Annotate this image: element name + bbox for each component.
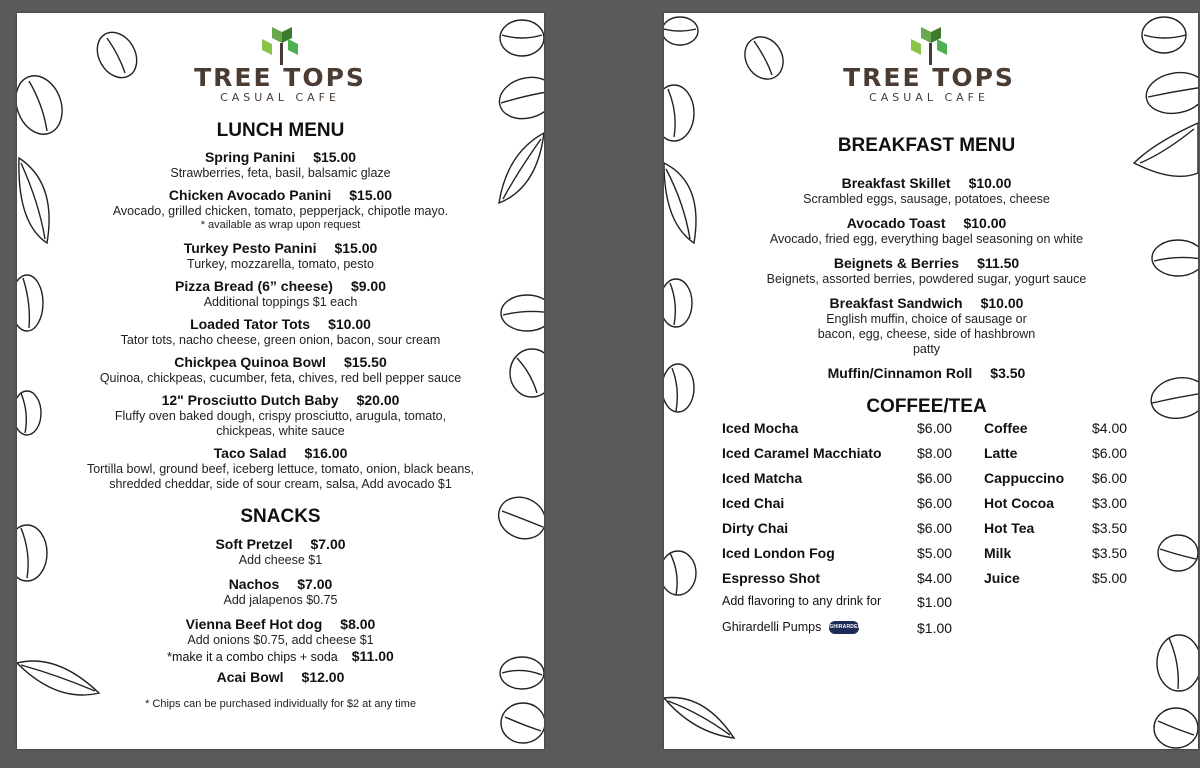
item-name: Muffin/Cinnamon Roll [827,365,973,381]
item-description: Avocado, grilled chicken, tomato, pepperjack, chipotle mayo. [112,204,449,218]
item-price: $8.00 [340,616,376,632]
item-description: Turkey, mozzarella, tomato, pesto [187,257,374,271]
coffee-bean-icon [1143,68,1198,118]
snacks-title: SNACKS [240,506,321,527]
menu-item [57,445,504,492]
item-name: Turkey Pesto Panini [183,240,317,256]
item-description: Add onions $0.75, add cheese $1 [187,633,374,647]
coffee-bean-icon [17,275,43,331]
item-name: Nachos [228,576,280,592]
breakfast-menu-page [664,13,1198,749]
drink-price: $6.00 [917,495,953,511]
lunch-menu-page [17,13,544,749]
menu-item [57,669,504,686]
ghirardelli-price: $1.00 [917,620,953,636]
coffee-bean-icon [501,703,544,743]
leaf-sketch-icon [19,158,49,243]
item-name: Breakfast Skillet [841,175,951,191]
item-name: Vienna Beef Hot dog [185,616,323,632]
item-name: Chicken Avocado Panini [168,187,332,203]
coffee-bean-icon [1158,535,1198,571]
item-name: 12" Prosciutto Dutch Baby [161,392,339,408]
coffee-bean-icon [1142,17,1186,53]
coffee-tea-title: COFFEE/TEA [866,396,987,417]
breakfast-title: BREAKFAST MENU [837,135,1016,156]
item-name: Acai Bowl [216,669,284,685]
coffee-bean-icon [664,85,694,141]
tree-tops-logo [829,25,1029,104]
drink-price: $3.00 [1092,495,1128,511]
item-price: $7.00 [310,536,346,552]
coffee-bean-icon [1152,240,1198,276]
item-name: Spring Panini [204,149,296,165]
item-price: $10.00 [963,215,1007,231]
combo-label: *make it a combo chips + soda [167,650,338,664]
tree-logo-icon [258,25,302,65]
item-price: $9.00 [350,278,386,294]
item-name: Pizza Bread (6” cheese) [174,278,333,294]
flavoring-label: Add flavoring to any drink for [722,594,882,608]
menu-item [57,354,504,386]
drink-price: $3.50 [1092,545,1128,561]
menu-item [714,365,1139,382]
item-description: Add jalapenos $0.75 [223,593,338,607]
menu-item [57,616,504,665]
drink-name: Milk [984,545,1012,561]
item-price: $10.00 [980,295,1024,311]
coffee-bean-icon [664,17,698,45]
item-description: Quinoa, chickpeas, cucumber, feta, chives, red bell pepper sauce [99,371,462,385]
item-description: Tortilla bowl, ground beef, iceberg lettuce, tomato, onion, black beans, shredded cheddar, side of sour cream, salsa, Add avocado $1 [86,462,475,491]
coffee-bean-icon [664,364,694,412]
drink-name: Iced Matcha [722,470,803,486]
drink-name: Hot Cocoa [984,495,1054,511]
coffee-bean-icon [664,551,696,595]
ghirardelli-label: Ghirardelli Pumps GHIRARDELLI [722,620,866,634]
drink-price: $6.00 [1092,470,1128,486]
item-price: $10.00 [968,175,1012,191]
item-price: $10.00 [328,316,371,332]
item-name: Breakfast Sandwich [829,295,963,311]
combo-offer [57,648,504,665]
coffee-bean-icon [664,279,692,327]
drink-name: Espresso Shot [722,570,821,586]
item-price: $20.00 [356,392,400,408]
coffee-bean-icon [500,20,544,56]
item-note: * available as wrap upon request [200,219,361,231]
drink-name: Latte [984,445,1018,461]
item-price: $16.00 [304,445,348,461]
item-description: Scrambled eggs, sausage, potatoes, cheese [803,192,1050,206]
item-price: $15.00 [334,240,378,256]
coffee-bean-icon [501,295,544,331]
drink-price: $6.00 [917,420,953,436]
coffee-bean-icon [89,25,144,85]
item-price: $15.00 [349,187,393,203]
leaf-sketch-icon [664,163,696,243]
item-description: Tator tots, nacho cheese, green onion, bacon, sour cream [120,333,441,347]
item-description: Additional toppings $1 each [203,295,358,309]
menu-item [57,187,504,232]
leaf-sketch-icon [1134,123,1198,176]
coffee-bean-icon [495,71,544,124]
item-description: Avocado, fried egg, everything bagel seasoning on white [769,232,1084,246]
drink-price: $6.00 [1092,445,1128,461]
item-name: Chickpea Quinoa Bowl [174,354,326,370]
menu-item [57,536,504,568]
item-name: Soft Pretzel [215,536,293,552]
drink-price: $5.00 [1092,570,1128,586]
drink-price: $6.00 [917,520,953,536]
menu-item [57,392,504,439]
drink-name: Iced Chai [722,495,785,511]
item-description: Strawberries, feta, basil, balsamic glaze [170,166,391,180]
coffee-bean-icon [737,30,790,86]
menu-item [57,316,504,348]
logo-subtitle: CASUAL CAFE [220,91,340,104]
drink-name: Iced Mocha [722,420,799,436]
item-name: Taco Salad [213,445,287,461]
leaf-sketch-icon [664,698,734,739]
drink-price: $8.00 [917,445,953,461]
item-price: $15.50 [343,354,387,370]
ghirardelli-logo-icon: GHIRARDELLI [829,621,859,634]
flavoring-price: $1.00 [917,594,953,610]
item-description: Fluffy oven baked dough, crispy prosciutto, arugula, tomato, chickpeas, white sauce [114,409,447,438]
lunch-section [57,120,504,711]
drink-name: Iced Caramel Macchiato [722,445,882,461]
coffee-bean-icon [1148,373,1198,422]
item-description: English muffin, choice of sausage or bacon, egg, cheese, side of hashbrown patty [817,312,1036,356]
drink-name: Dirty Chai [722,520,789,536]
combo-price: $11.00 [351,648,394,664]
coffee-bean-icon [17,525,47,581]
menu-item [57,149,504,181]
drink-price: $5.00 [917,545,953,561]
drink-name: Coffee [984,420,1028,436]
menu-item [57,576,504,608]
item-description: Beignets, assorted berries, powdered sugar, yogurt sauce [766,272,1087,286]
menu-item [714,215,1139,247]
coffee-bean-icon [1157,635,1198,691]
item-name: Loaded Tator Tots [190,316,311,332]
chips-footnote: * Chips can be purchased individually for $2 at any time [145,698,416,710]
coffee-bean-icon [1154,708,1198,748]
logo-wordmark: TREE TOPS [843,63,1015,92]
item-price: $11.50 [977,255,1020,271]
drink-name: Juice [984,570,1020,586]
drink-name: Hot Tea [984,520,1035,536]
drink-name: Iced London Fog [722,545,835,561]
coffee-tea-list [722,420,1142,640]
lunch-title: LUNCH MENU [216,120,345,141]
coffee-bean-icon [17,391,41,435]
menu-item [714,255,1139,287]
logo-subtitle: CASUAL CAFE [869,91,989,104]
drink-price: $4.00 [917,570,953,586]
breakfast-section [714,135,1139,418]
drink-name: Cappuccino [984,470,1065,486]
item-name: Avocado Toast [846,215,946,231]
menu-item [714,175,1139,207]
logo-wordmark: TREE TOPS [194,63,366,92]
menu-item [57,278,504,310]
item-price: $15.00 [313,149,357,165]
drink-price: $3.50 [1092,520,1128,536]
tree-logo-icon [907,25,951,65]
item-price: $3.50 [990,365,1026,381]
menu-item [57,240,504,272]
coffee-bean-icon [510,349,544,397]
menu-item [714,295,1139,357]
tree-tops-logo [180,25,380,104]
leaf-sketch-icon [499,133,544,203]
item-price: $12.00 [301,669,345,685]
item-description: Add cheese $1 [238,553,323,567]
item-price: $7.00 [297,576,333,592]
drink-price: $6.00 [917,470,953,486]
drink-price: $4.00 [1092,420,1128,436]
coffee-bean-icon [500,657,544,689]
item-name: Beignets & Berries [833,255,960,271]
